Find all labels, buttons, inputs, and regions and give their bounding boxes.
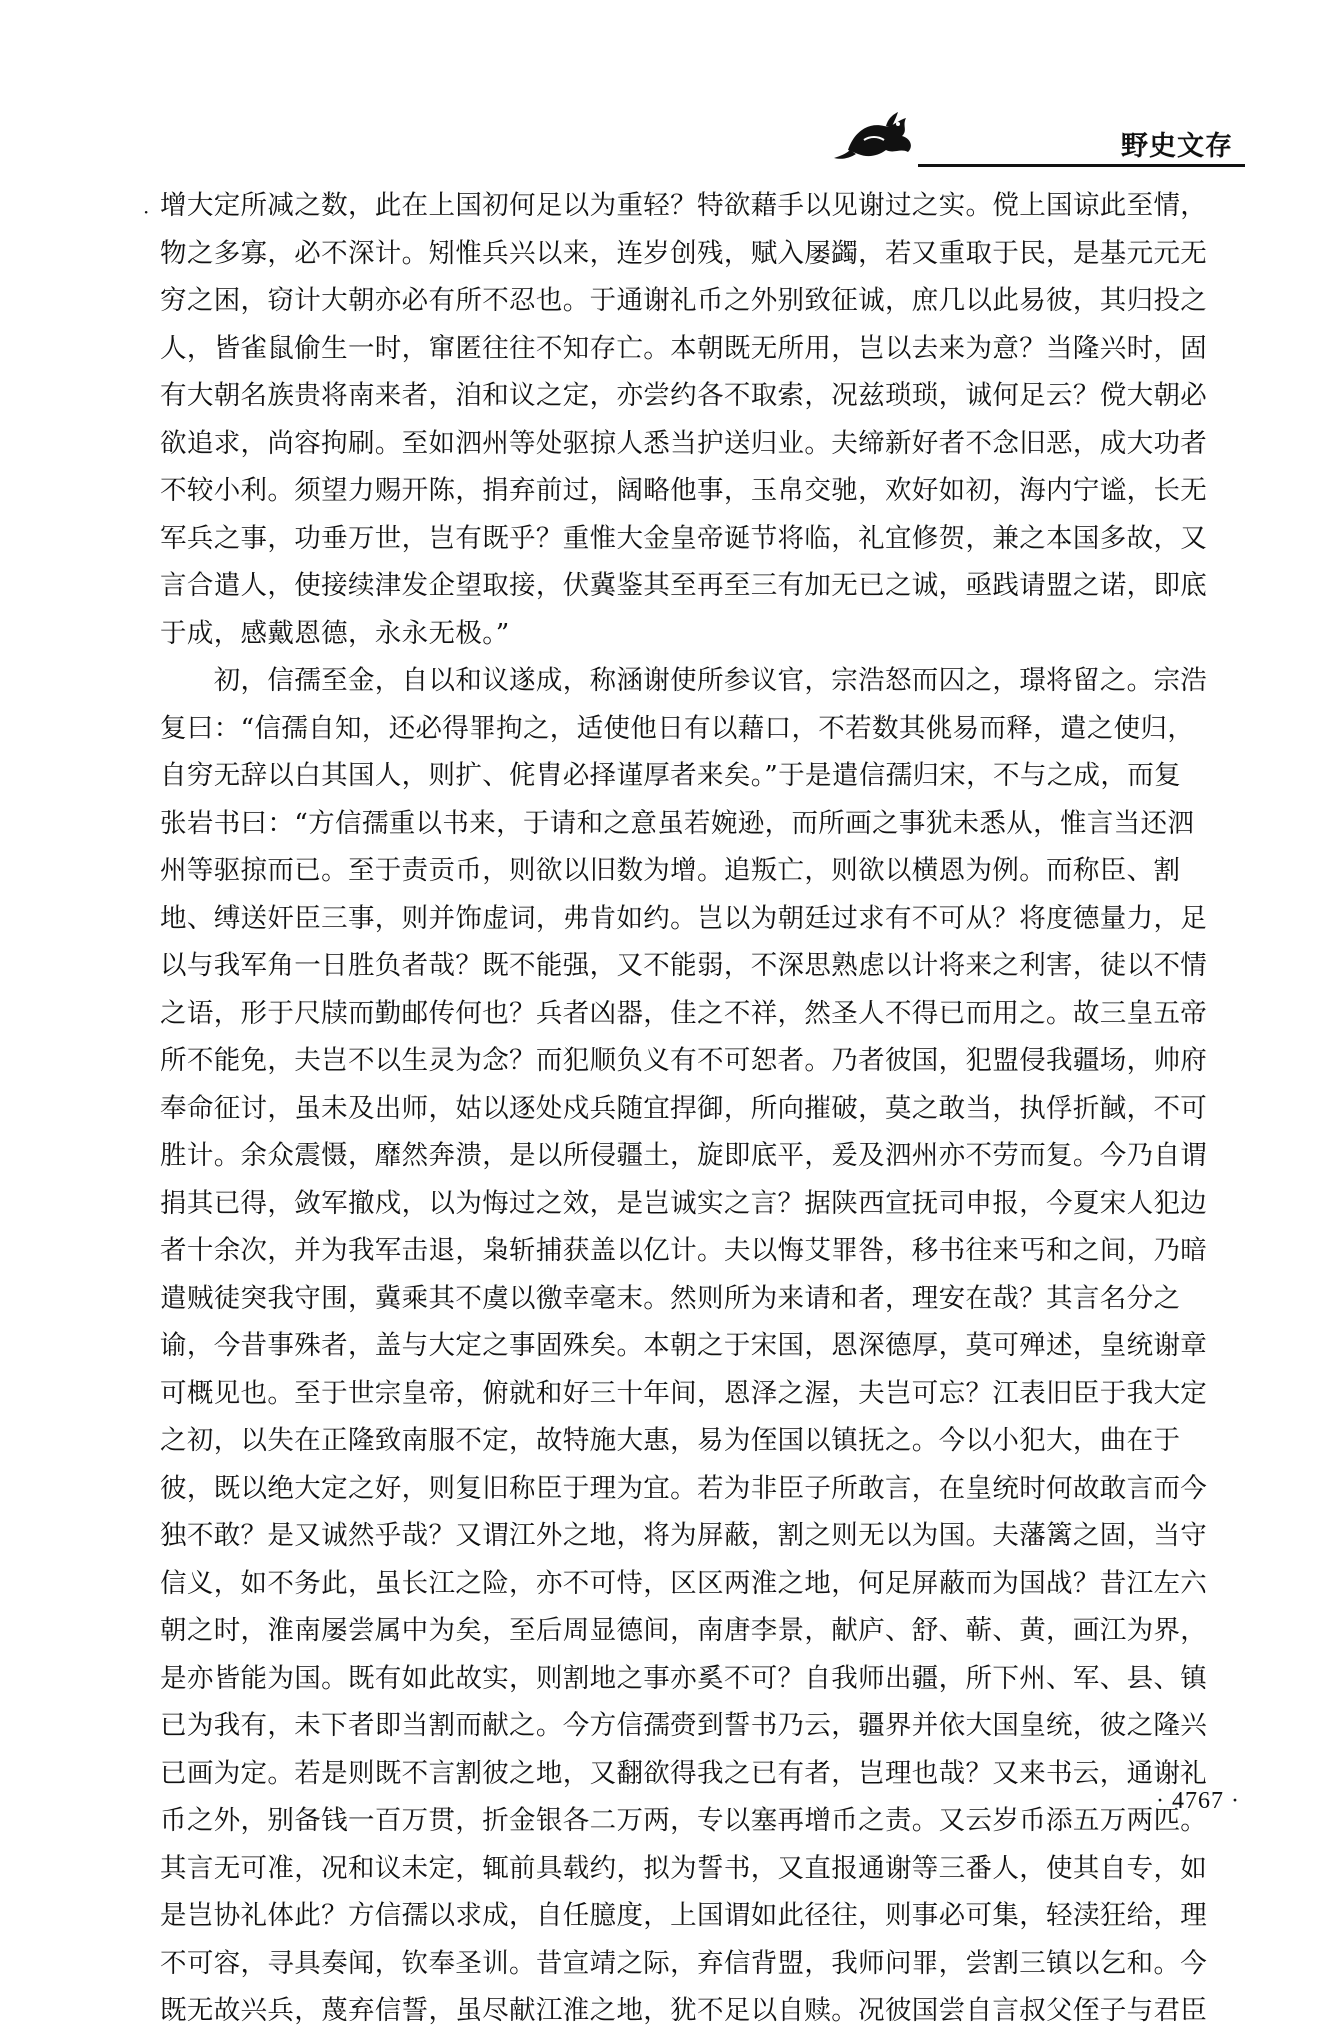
text-line: 遣贼徒突我守围，冀乘其不虞以徼幸毫末。然则所为来请和者，理安在哉？其言名分之 xyxy=(160,1282,1181,1314)
text-line: 不较小利。须望力赐开陈，捐弃前过，阔略他事，玉帛交驰，欢好如初，海内宁谧，长无 xyxy=(160,475,1208,506)
text-line: 自穷无辞以白其国人，则扩、侂胄必择谨厚者来矣。”于是遣信孺归宋，不与之成，而复 xyxy=(160,760,1181,791)
text-line: 欲追求，尚容拘刷。至如泗州等处驱掠人悉当护送归业。夫缔新好者不念旧恶，成大功者 xyxy=(160,427,1208,459)
text-line: 复曰：“信孺自知，还必得罪拘之，适使他日有以藉口，不若数其佻易而释，遣之使归， xyxy=(160,712,1195,744)
text-line: 谕，今昔事殊者，盖与大定之事固殊矣。本朝之于宋国，恩深德厚，莫可殚述，皇统谢章 xyxy=(160,1330,1208,1361)
text-line: 初，信孺至金，自以和议遂成，称涵谢使所参议官，宗浩怒而囚之，璟将留之。宗浩 xyxy=(160,665,1208,696)
text-line: 者十余次，并为我军击退，枭斩捕获盖以亿计。夫以悔艾罪咎，移书往来丐和之间，乃暗 xyxy=(160,1235,1208,1266)
text-line: 是亦皆能为国。既有如此故实，则割地之事亦奚不可？自我师出疆，所下州、军、县、镇 xyxy=(160,1662,1208,1694)
text-line: 言合遣人，使接续津发企望取接，伏冀鉴其至再至三有加无已之诚，亟践请盟之诺，即底 xyxy=(160,570,1208,601)
text-line: 已画为定。若是则既不言割彼之地，又翻欲得我之已有者，岂理也哉？又来书云，通谢礼 xyxy=(160,1757,1208,1789)
text-line: 增大定所减之数，此在上国初何足以为重轻？特欲藉手以见谢过之实。傥上国谅此至情， xyxy=(160,190,1208,221)
text-line: 物之多寡，必不深计。矧惟兵兴以来，连岁创残，赋入屡蠲，若又重取于民，是基元元无 xyxy=(160,237,1208,269)
text-line: 穷之困，窃计大朝亦必有所不忍也。于通谢礼币之外别致征诚，庶几以此易彼，其归投之 xyxy=(160,285,1208,316)
header-rule xyxy=(918,164,1245,167)
section-title: 野史文存 xyxy=(1121,131,1233,162)
text-line: 之语，形于尺牍而勤邮传何也？兵者凶器，佳之不祥，然圣人不得已而用之。故三皇五帝 xyxy=(160,997,1208,1029)
page-header xyxy=(820,110,1245,166)
body-text xyxy=(160,182,1240,2035)
text-line: 币之外，别备钱一百万贯，折金银各二万两，专以塞再增币之责。又云岁币添五万两匹。 xyxy=(160,1805,1208,1836)
text-line: 军兵之事，功垂万世，岂有既乎？重惟大金皇帝诞节将临，礼宜修贺，兼之本国多故，又 xyxy=(160,522,1208,554)
text-line: 已为我有，未下者即当割而献之。今方信孺赍到誓书乃云，疆界并依大国皇统，彼之隆兴 xyxy=(160,1710,1208,1741)
text-line: 之初，以失在正隆致南服不定，故特施大惠，易为侄国以镇抚之。今以小犯大，曲在于 xyxy=(160,1425,1181,1456)
text-line: 奉命征讨，虽未及出师，姑以逐处戍兵随宜捍御，所向摧破，莫之敢当，执俘折馘，不可 xyxy=(160,1092,1208,1124)
text-line: 州等驱掠而已。至于责贡币，则欲以旧数为增。追叛亡，则欲以横恩为例。而称臣、割 xyxy=(160,855,1181,886)
page-number: · 4767 · xyxy=(1156,1788,1240,1814)
text-line: 不可容，寻具奏闻，钦奉圣训。昔宣靖之际，弃信背盟，我师问罪，尝割三镇以乞和。今 xyxy=(160,1947,1208,1979)
text-line: 彼，既以绝大定之好，则复旧称臣于理为宜。若为非臣子所敢言，在皇统时何故敢言而今 xyxy=(160,1472,1208,1504)
dragon-emblem-icon xyxy=(828,110,924,164)
text-line: 张岩书曰：“方信孺重以书来，于请和之意虽若婉逊，而所画之事犹未悉从，惟言当还泗 xyxy=(160,807,1195,839)
text-line: 地、缚送奸臣三事，则并饰虚词，弗肯如约。岂以为朝廷过求有不可从？将度德量力，足 xyxy=(160,902,1208,934)
text-line: 其言无可准，况和议未定，辄前具载约，拟为誓书，又直报通谢等三番人，使其自专，如 xyxy=(160,1852,1208,1884)
margin-mark: · xyxy=(143,200,150,224)
text-line: 有大朝名族贵将南来者，洎和议之定，亦尝约各不取索，况兹琐琐，诚何足云？傥大朝必 xyxy=(160,380,1208,411)
text-line: 胜计。余众震慑，靡然奔溃，是以所侵疆土，旋即底平，爰及泗州亦不劳而复。今乃自谓 xyxy=(160,1140,1208,1171)
text-line: 于成，感戴恩德，永永无极。” xyxy=(160,617,510,649)
text-line: 独不敢？是又诚然乎哉？又谓江外之地，将为屏蔽，割之则无以为国。夫藩篱之固，当守 xyxy=(160,1520,1208,1551)
text-line: 所不能免，夫岂不以生灵为念？而犯顺负义有不可恕者。乃者彼国，犯盟侵我疆场，帅府 xyxy=(160,1045,1208,1076)
text-line: 朝之时，淮南屡尝属中为矣，至后周显德间，南唐李景，献庐、舒、蕲、黄，画江为界， xyxy=(160,1615,1208,1646)
text-line: 以与我军角一日胜负者哉？既不能强，又不能弱，不深思熟虑以计将来之利害，徒以不情 xyxy=(160,950,1208,981)
text-line: 人，皆雀鼠偷生一时，窜匿往往不知存亡。本朝既无所用，岂以去来为意？当隆兴时，固 xyxy=(160,332,1208,364)
text-line: 是岂协礼体此？方信孺以求成，自任臆度，上国谓如此径往，则事必可集，轻渎狂给，理 xyxy=(160,1900,1208,1931)
text-line: 信义，如不务此，虽长江之险，亦不可恃，区区两淮之地，何足屏蔽而为国战？昔江左六 xyxy=(160,1567,1208,1599)
text-line: 捐其已得，敛军撤戍，以为悔过之效，是岂诚实之言？据陕西宣抚司申报，今夏宋人犯边 xyxy=(160,1187,1208,1219)
text-line: 既无故兴兵，蔑弃信誓，虽尽献江淮之地，犹不足以自赎。况彼国尝自言叔父侄子与君臣 xyxy=(160,1995,1208,2026)
text-line: 可概见也。至于世宗皇帝，俯就和好三十年间，恩泽之渥，夫岂可忘？江表旧臣于我大定 xyxy=(160,1377,1208,1409)
